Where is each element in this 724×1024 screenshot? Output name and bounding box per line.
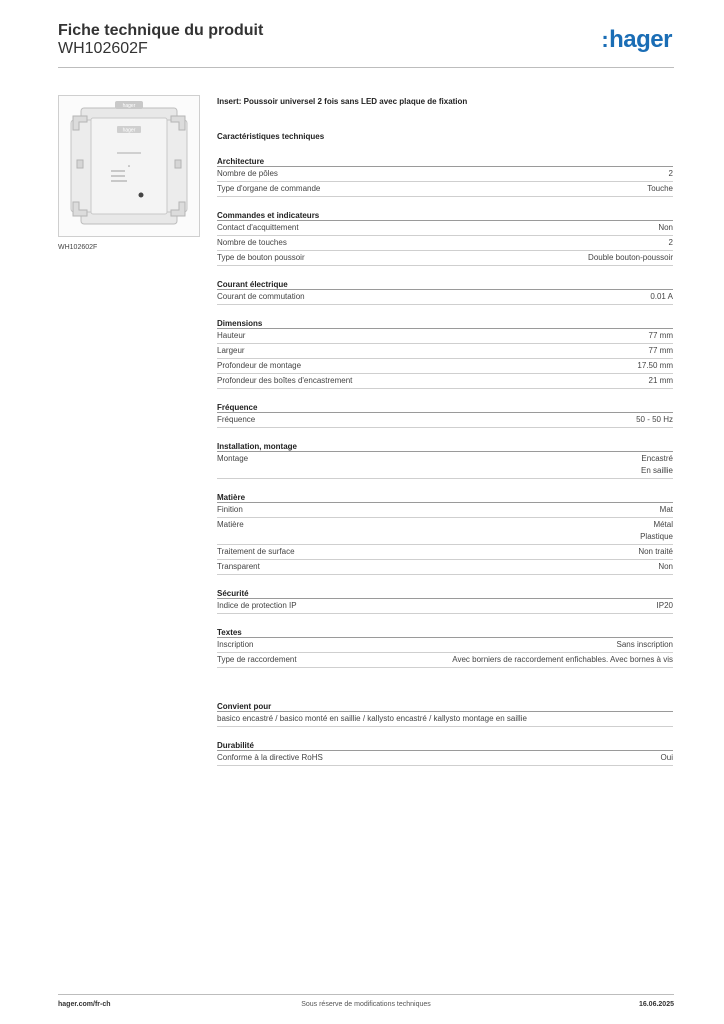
section-title: Convient pour — [217, 701, 673, 712]
spec-value: Métal Plastique — [640, 520, 673, 541]
footer-date: 16.06.2025 — [638, 1001, 674, 1008]
spec-row — [217, 344, 673, 359]
spec-label: Hauteur — [217, 331, 246, 340]
hager-logo: :hager — [601, 26, 672, 53]
spec-row — [217, 452, 673, 479]
spec-row — [217, 653, 673, 668]
spec-value: Mat — [659, 505, 673, 514]
spec-row — [217, 751, 673, 766]
spec-content — [217, 95, 673, 766]
spec-row — [217, 545, 673, 560]
spec-value: Non — [658, 562, 673, 571]
spec-value: 0.01 A — [650, 292, 673, 301]
image-caption: WH102602F — [58, 244, 98, 251]
document-title: Fiche technique du produit — [58, 22, 264, 39]
logo-text: hager — [609, 26, 672, 53]
spec-row — [217, 221, 673, 236]
spec-sections — [217, 156, 673, 766]
spec-row — [217, 560, 673, 575]
spec-value: 77 mm — [648, 346, 673, 355]
spec-row — [217, 503, 673, 518]
product-description: Insert: Poussoir universel 2 fois sans LED avec plaque de fixation — [217, 97, 468, 106]
section-title: Matière — [217, 492, 673, 503]
spec-label: Inscription — [217, 640, 254, 649]
spec-row — [217, 712, 673, 727]
spec-label: basico encastré / basico monté en saillie / kallysto encastré / kallysto montage en saillie — [217, 714, 527, 723]
spec-value: 2 — [668, 238, 673, 247]
spec-row — [217, 290, 673, 305]
spec-row — [217, 359, 673, 374]
spec-label: Profondeur de montage — [217, 361, 302, 370]
spec-label: Nombre de touches — [217, 238, 287, 247]
spec-row — [217, 236, 673, 251]
spec-value: Non — [658, 223, 673, 232]
image-label-top: hager — [122, 103, 136, 109]
spec-label: Profondeur des boîtes d'encastrement — [217, 376, 353, 385]
section-title: Textes — [217, 627, 673, 638]
spec-label: Courant de commutation — [217, 292, 305, 301]
spec-value: Sans inscription — [616, 640, 673, 649]
footer-disclaimer: Sous réserve de modifications techniques — [301, 1001, 431, 1008]
spec-value: Double bouton-poussoir — [588, 253, 673, 262]
product-reference: WH102602F — [58, 40, 148, 57]
spec-label: Fréquence — [217, 415, 256, 424]
spec-row — [217, 599, 673, 614]
spec-value: 77 mm — [648, 331, 673, 340]
spec-value: Touche — [647, 184, 673, 193]
section-title: Architecture — [217, 156, 673, 167]
section-title: Installation, montage — [217, 441, 673, 452]
spec-row — [217, 251, 673, 266]
page-header — [58, 22, 674, 68]
spec-value: Oui — [660, 753, 673, 762]
spec-label: Largeur — [217, 346, 245, 355]
spec-label: Transparent — [217, 562, 260, 571]
spec-value: 17.50 mm — [637, 361, 673, 370]
tech-heading: Caractéristiques techniques — [217, 132, 325, 141]
page-footer — [58, 994, 674, 1014]
spec-value: Non traité — [638, 547, 673, 556]
product-image — [58, 95, 200, 237]
spec-label: Indice de protection IP — [217, 601, 297, 610]
section-title: Dimensions — [217, 318, 673, 329]
section-title: Fréquence — [217, 402, 673, 413]
spec-value: 21 mm — [648, 376, 673, 385]
section-title: Commandes et indicateurs — [217, 210, 673, 221]
spec-label: Type de raccordement — [217, 655, 297, 664]
spec-label: Matière — [217, 520, 244, 529]
spec-row — [217, 167, 673, 182]
switch-insert-icon — [59, 96, 199, 236]
spec-label: Type d'organe de commande — [217, 184, 321, 193]
section-title: Sécurité — [217, 588, 673, 599]
spec-value: Encastré En saillie — [640, 454, 673, 475]
spec-row — [217, 182, 673, 197]
spec-label: Conforme à la directive RoHS — [217, 753, 323, 762]
spec-label: Contact d'acquittement — [217, 223, 299, 232]
spec-label: Montage — [217, 454, 249, 463]
spec-row — [217, 638, 673, 653]
section-title: Courant électrique — [217, 279, 673, 290]
spec-label: Nombre de pôles — [217, 169, 278, 178]
spec-row — [217, 413, 673, 428]
section-title: Durabilité — [217, 740, 673, 751]
spec-row — [217, 518, 673, 545]
spec-row — [217, 329, 673, 344]
spec-value: IP20 — [656, 601, 673, 610]
image-label-brand: hager — [122, 127, 136, 134]
spec-value: 50 - 50 Hz — [636, 415, 673, 424]
spec-label: Type de bouton poussoir — [217, 253, 305, 262]
spec-value: 2 — [668, 169, 673, 178]
spec-value: Avec borniers de raccordement enfichables. Avec bornes à vis — [452, 655, 673, 664]
spec-label: Finition — [217, 505, 243, 514]
spec-label: Traitement de surface — [217, 547, 295, 556]
footer-website: hager.com/fr-ch — [58, 1001, 111, 1008]
spec-row — [217, 374, 673, 389]
